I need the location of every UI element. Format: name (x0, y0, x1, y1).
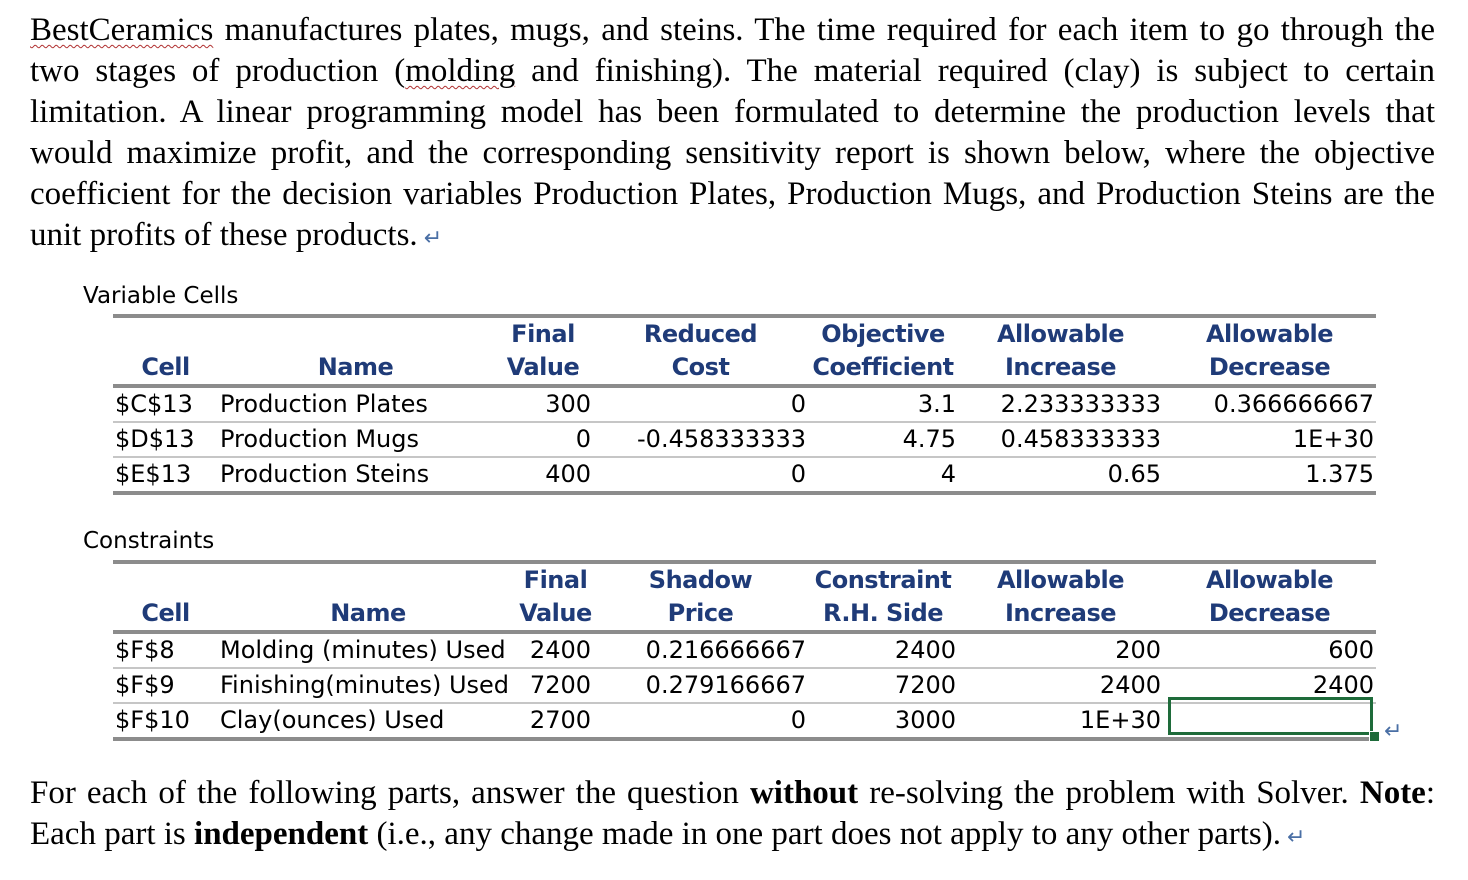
row-allowable-increase: 2.233333333 (958, 386, 1163, 422)
row-allowable-decrease: 0.366666667 (1163, 386, 1376, 422)
row-reduced-cost: -0.458333333 (593, 422, 808, 457)
header-cell: Cell (113, 597, 218, 632)
header-allow-inc-top: Allowable (958, 316, 1163, 351)
header-allow-dec-top: Allowable (1163, 562, 1376, 597)
header-cell-top (113, 316, 218, 351)
row-final-value: 7200 (518, 668, 593, 703)
row-cell-ref: $F$9 (113, 668, 218, 703)
outro-text-4: (i.e., any change made in one part does not apply to any other parts). (368, 816, 1281, 852)
header-final-value: Value (493, 351, 593, 386)
row-cell-ref: $D$13 (113, 422, 218, 457)
paragraph-mark-icon: ↵ (1286, 825, 1306, 850)
row-rh-side: 2400 (808, 632, 958, 668)
header-final-value: Value (518, 597, 593, 632)
row-cell-ref: $F$8 (113, 632, 218, 668)
header-allowable-increase: Increase (958, 351, 1163, 386)
row-reduced-cost: 0 (593, 457, 808, 493)
row-name: Production Steins (218, 457, 493, 493)
header-rh-side: R.H. Side (808, 597, 958, 632)
row-cell-ref: $E$13 (113, 457, 218, 493)
header-reduced-cost: Cost (593, 351, 808, 386)
row-final-value: 400 (493, 457, 593, 493)
emphasis-independent: independent (194, 816, 369, 852)
outro-text-1: For each of the following parts, answer the question (30, 775, 750, 811)
intro-paragraph (30, 10, 1435, 259)
molding-word: molding (405, 53, 516, 89)
header-objective-top: Objective (808, 316, 958, 351)
row-objective-coefficient: 4 (808, 457, 958, 493)
row-allowable-increase: 1E+30 (958, 703, 1163, 739)
header-name-top (218, 316, 493, 351)
header-allow-dec-top: Allowable (1163, 316, 1376, 351)
header-shadow-top: Shadow (593, 562, 808, 597)
row-final-value: 300 (493, 386, 593, 422)
table-row (113, 457, 1376, 493)
outro-text-3: : Each part is (30, 775, 1435, 852)
row-shadow-price: 0.216666667 (593, 632, 808, 668)
row-allowable-increase: 200 (958, 632, 1163, 668)
row-rh-side: 7200 (808, 668, 958, 703)
header-shadow-price: Price (593, 597, 808, 632)
variable-cells-table (113, 314, 1376, 495)
header-cell: Cell (113, 351, 218, 386)
table-row (113, 386, 1376, 422)
header-allowable-decrease: Decrease (1163, 351, 1376, 386)
intro-text-1: manufactures plates, mugs, and steins. The time required for each item to go through the two stages of production ( (30, 12, 1435, 89)
selected-cell-outline[interactable] (1168, 697, 1373, 735)
row-allowable-increase: 0.458333333 (958, 422, 1163, 457)
header-name: Name (218, 351, 493, 386)
row-objective-coefficient: 4.75 (808, 422, 958, 457)
header-final-top: Final (518, 562, 593, 597)
constraints-label: Constraints (83, 528, 215, 554)
header-allowable-increase: Increase (958, 597, 1163, 632)
row-allowable-decrease: 1E+30 (1163, 422, 1376, 457)
table-row (113, 632, 1376, 668)
row-allowable-decrease: 600 (1163, 632, 1376, 668)
row-cell-ref: $C$13 (113, 386, 218, 422)
emphasis-without: without (749, 775, 859, 811)
row-name: Molding (minutes) Used (218, 632, 518, 668)
row-final-value: 2400 (518, 632, 593, 668)
header-constraint-top: Constraint (808, 562, 958, 597)
row-allowable-decrease: 1.375 (1163, 457, 1376, 493)
table-row (113, 422, 1376, 457)
header-name: Name (218, 597, 518, 632)
row-allowable-increase: 2400 (958, 668, 1163, 703)
row-final-value: 0 (493, 422, 593, 457)
row-name: Production Mugs (218, 422, 493, 457)
row-name: Finishing(minutes) Used (218, 668, 518, 703)
header-objective-coefficient: Coefficient (808, 351, 958, 386)
emphasis-note: Note (1359, 775, 1426, 811)
row-name: Clay(ounces) Used (218, 703, 518, 739)
header-final-top: Final (493, 316, 593, 351)
header-name-top (218, 562, 518, 597)
row-rh-side: 3000 (808, 703, 958, 739)
instructions-paragraph (30, 773, 1435, 858)
header-cell-top (113, 562, 218, 597)
row-name: Production Plates (218, 386, 493, 422)
row-objective-coefficient: 3.1 (808, 386, 958, 422)
row-allowable-increase: 0.65 (958, 457, 1163, 493)
row-shadow-price: 0.279166667 (593, 668, 808, 703)
paragraph-mark-icon: ↵ (1384, 719, 1403, 744)
paragraph-mark-icon: ↵ (423, 226, 443, 251)
row-cell-ref: $F$10 (113, 703, 218, 739)
header-allow-inc-top: Allowable (958, 562, 1163, 597)
header-allowable-decrease: Decrease (1163, 597, 1376, 632)
variable-cells-label: Variable Cells (83, 283, 239, 309)
intro-text-2: and finishing). The material required (clay) is subject to certain limitation. A linear programming model has been formulated to determine the production levels that would maximize profit, and the corresponding sensitivity report is shown below, where the objective coefficient for the decision variables Production Plates, Production Mugs, and Production Steins are the unit profits of these products. (30, 53, 1435, 253)
row-final-value: 2700 (518, 703, 593, 739)
fill-handle-icon[interactable] (1369, 731, 1380, 742)
row-shadow-price: 0 (593, 703, 808, 739)
company-name: BestCeramics (30, 12, 214, 48)
outro-text-2: re-solving the problem with Solver. (858, 775, 1360, 811)
row-reduced-cost: 0 (593, 386, 808, 422)
header-reduced-top: Reduced (593, 316, 808, 351)
row-allowable-decrease: 2400 (1163, 668, 1376, 703)
